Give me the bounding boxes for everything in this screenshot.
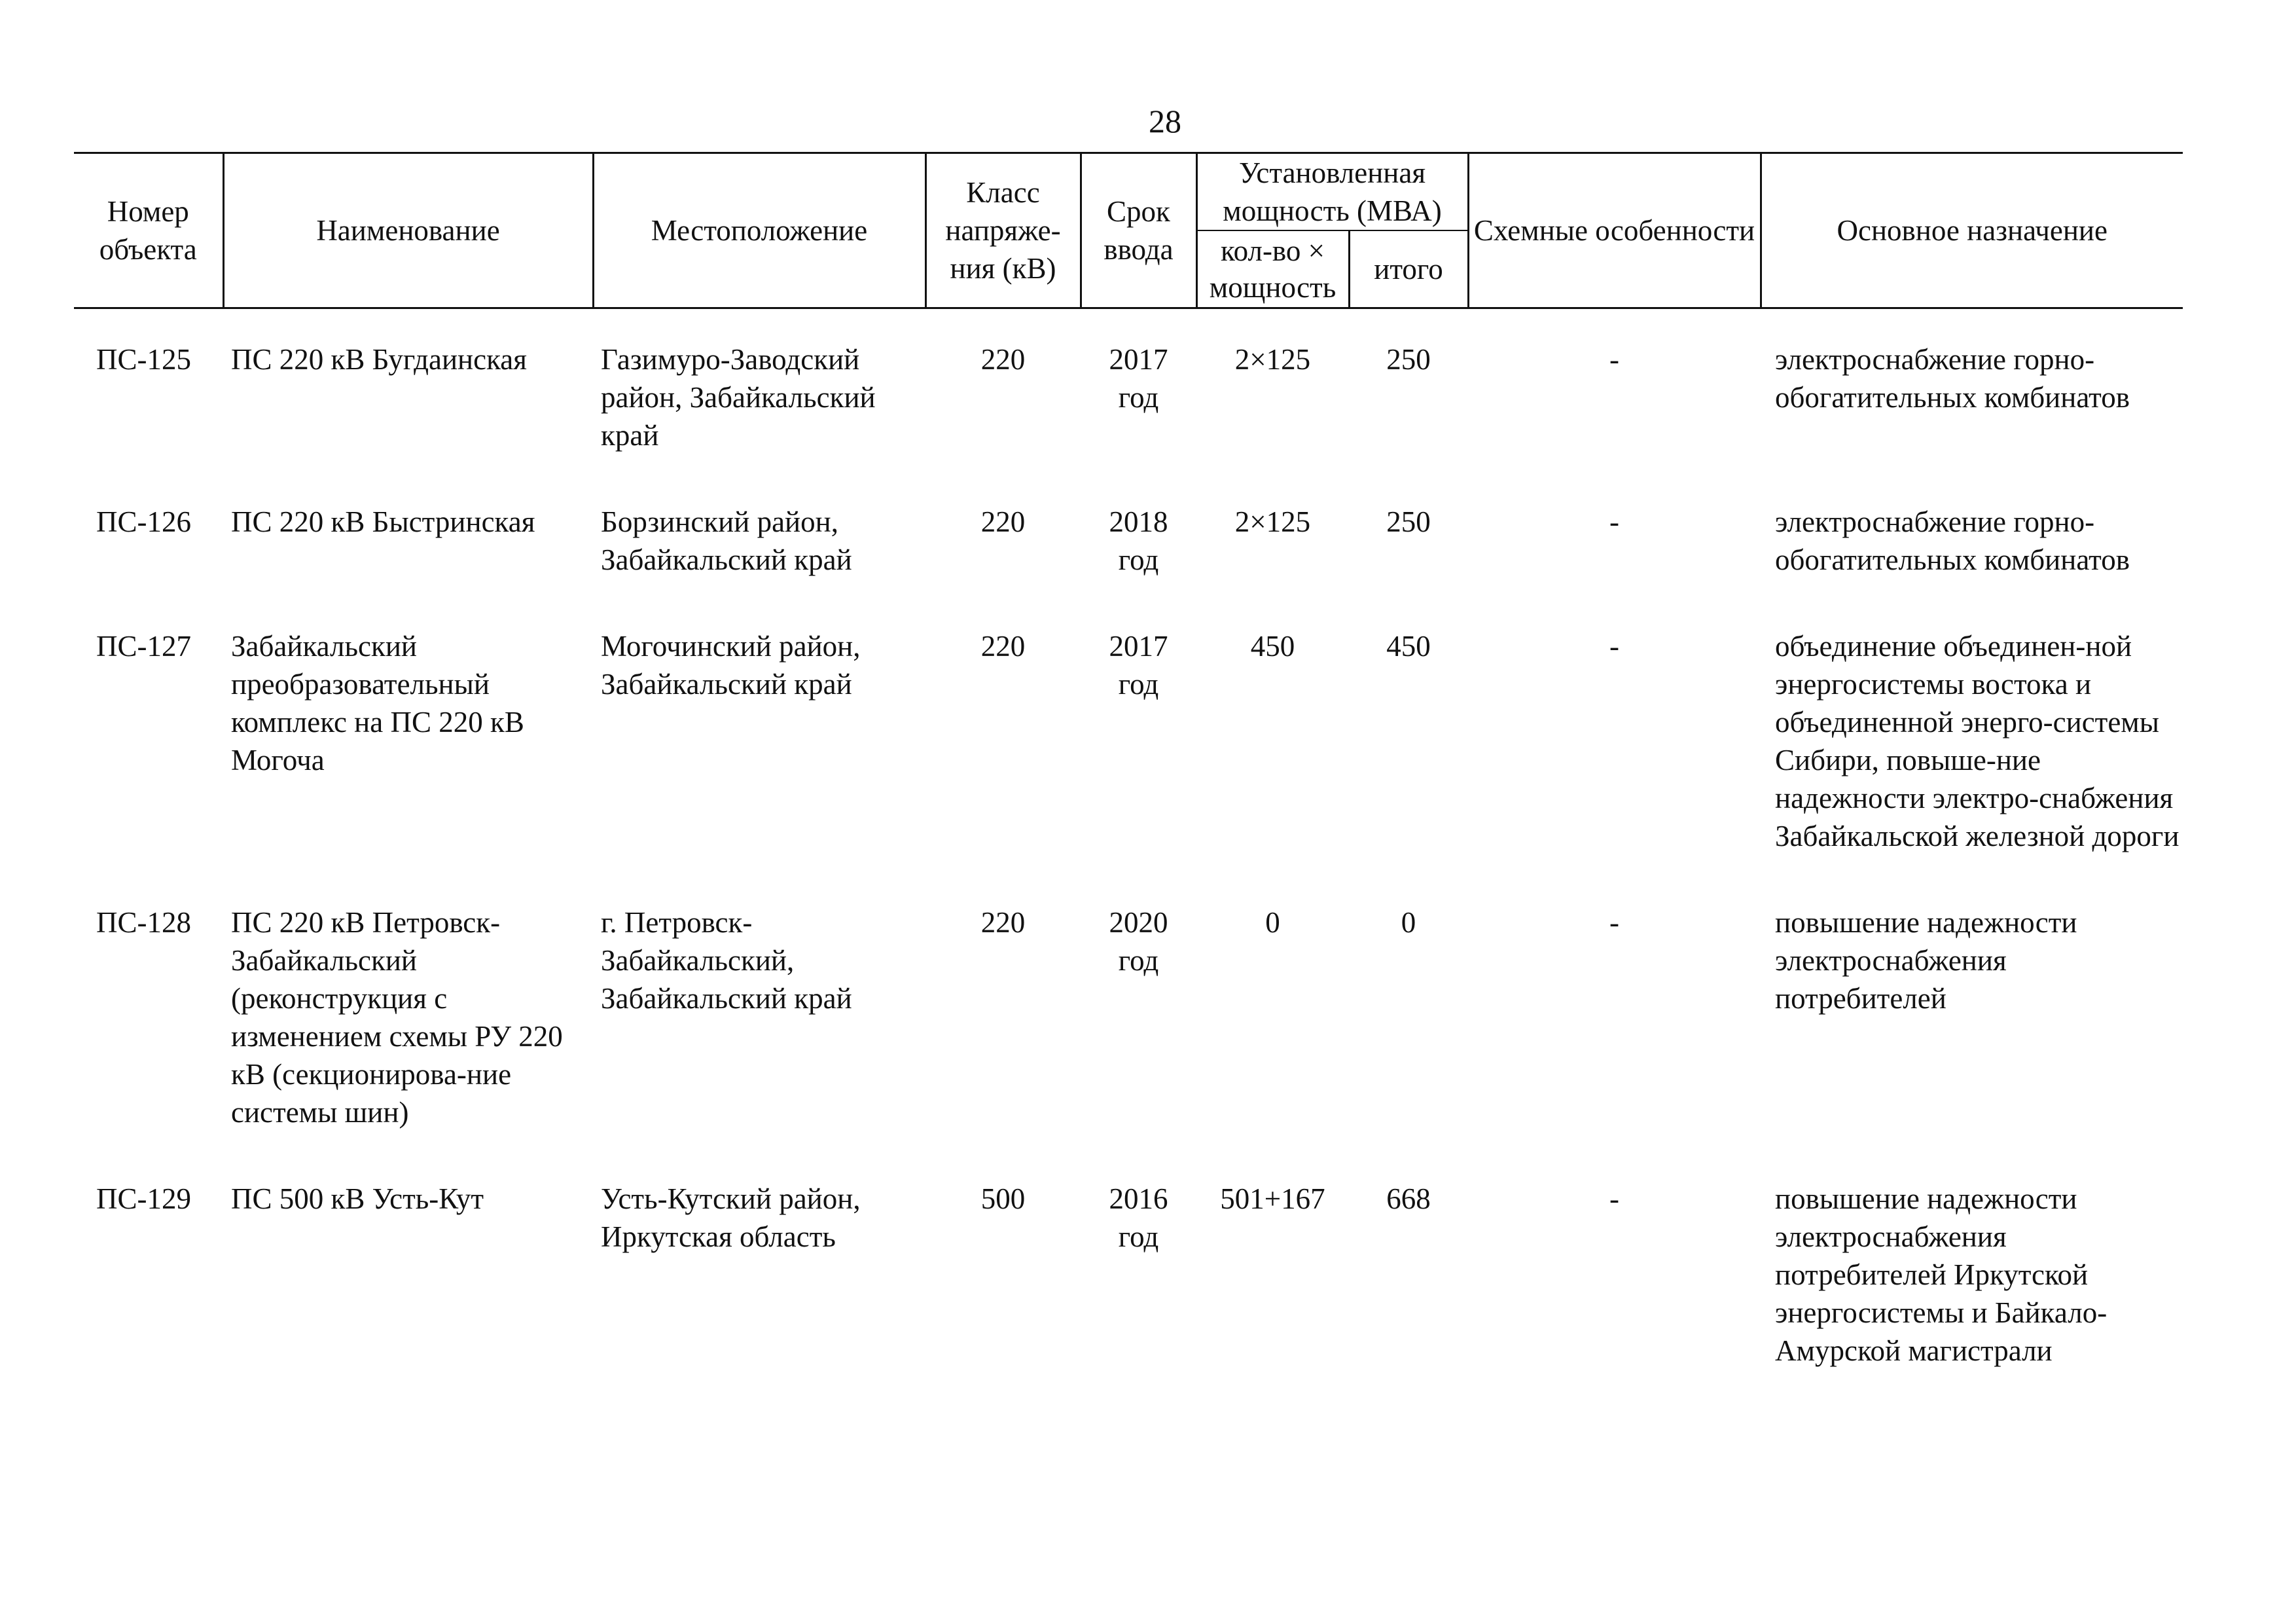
cell-location: Могочинский район, Забайкальский край bbox=[601, 630, 861, 701]
header-location: Местоположение bbox=[593, 153, 925, 308]
table-row bbox=[74, 903, 2183, 1180]
cell-number: ПС-128 bbox=[96, 906, 191, 939]
cell-power-total: 250 bbox=[1386, 505, 1431, 538]
cell-purpose: электроснабжение горно-обогатительных комбинатов bbox=[1775, 343, 2130, 414]
table-row bbox=[74, 1180, 2183, 1370]
cell-voltage: 220 bbox=[980, 630, 1026, 663]
cell-name: ПС 220 кВ Бугдаинская bbox=[231, 343, 527, 376]
cell-purpose: повышение надежности электроснабжения потребителей Иркутской энергосистемы и Байкало-Амурской магистрали bbox=[1775, 1182, 2108, 1367]
cell-purpose: повышение надежности электроснабжения потребителей bbox=[1775, 906, 2077, 1015]
table-row bbox=[74, 340, 2183, 503]
cell-power-total: 450 bbox=[1386, 630, 1431, 663]
header-name: Наименование bbox=[223, 153, 593, 308]
cell-name: ПС 220 кВ Быстринская bbox=[231, 505, 535, 538]
cell-voltage: 220 bbox=[980, 505, 1026, 538]
cell-power-total: 668 bbox=[1386, 1182, 1431, 1215]
cell-number: ПС-125 bbox=[96, 343, 191, 376]
substations-table bbox=[74, 152, 2183, 1370]
header-installed-power: Установленная мощность (МВА) bbox=[1196, 153, 1468, 231]
cell-voltage: 220 bbox=[980, 906, 1026, 939]
cell-year: 2020 год bbox=[1109, 906, 1168, 977]
table-row bbox=[74, 503, 2183, 627]
table-row bbox=[74, 627, 2183, 903]
cell-number: ПС-129 bbox=[96, 1182, 191, 1215]
header-commissioning: Срок ввода bbox=[1081, 153, 1196, 308]
cell-number: ПС-126 bbox=[96, 505, 191, 538]
table-header bbox=[74, 153, 2183, 308]
cell-voltage: 220 bbox=[980, 343, 1026, 376]
cell-power-qty: 2×125 bbox=[1234, 505, 1311, 538]
cell-number: ПС-127 bbox=[96, 630, 191, 663]
cell-location: Газимуро-Заводский район, Забайкальский край bbox=[601, 343, 876, 452]
cell-year: 2017 год bbox=[1109, 343, 1168, 414]
page-number: 28 bbox=[1149, 103, 1181, 139]
header-circuit-features: Схемные особенности bbox=[1468, 153, 1761, 308]
cell-year: 2017 год bbox=[1109, 630, 1168, 701]
cell-power-qty: 450 bbox=[1250, 630, 1295, 663]
cell-power-total: 250 bbox=[1386, 343, 1431, 376]
cell-power-qty: 2×125 bbox=[1234, 343, 1311, 376]
cell-power-qty: 501+167 bbox=[1220, 1182, 1325, 1215]
cell-power-total: 0 bbox=[1401, 906, 1416, 939]
header-voltage-class: Класс напряже-ния (кВ) bbox=[925, 153, 1081, 308]
cell-features: - bbox=[1609, 505, 1619, 538]
cell-features: - bbox=[1609, 1182, 1619, 1215]
cell-power-qty: 0 bbox=[1265, 906, 1280, 939]
cell-location: Усть-Кутский район, Иркутская область bbox=[601, 1182, 861, 1253]
cell-location: г. Петровск-Забайкальский, Забайкальский край bbox=[601, 906, 852, 1015]
cell-name: ПС 500 кВ Усть-Кут bbox=[231, 1182, 484, 1215]
cell-year: 2016 год bbox=[1109, 1182, 1168, 1253]
cell-purpose: объединение объединен-ной энергосистемы востока и объединенной энерго-системы Сибири, повыше-ние надежности электро-снабжения Забайкальской железной дороги bbox=[1775, 630, 2179, 852]
cell-features: - bbox=[1609, 630, 1619, 663]
cell-name: Забайкальский преобразовательный комплекс на ПС 220 кВ Могоча bbox=[231, 630, 524, 776]
cell-features: - bbox=[1609, 906, 1619, 939]
table-body bbox=[74, 308, 2183, 1370]
header-power-qty: кол-во × мощность bbox=[1196, 230, 1349, 308]
header-power-total: итого bbox=[1349, 230, 1468, 308]
header-purpose: Основное назначение bbox=[1761, 153, 2183, 308]
cell-features: - bbox=[1609, 343, 1619, 376]
cell-year: 2018 год bbox=[1109, 505, 1168, 576]
cell-location: Борзинский район, Забайкальский край bbox=[601, 505, 852, 576]
header-object-number: Номер объекта bbox=[74, 153, 223, 308]
cell-purpose: электроснабжение горно-обогатительных комбинатов bbox=[1775, 505, 2130, 576]
cell-voltage: 500 bbox=[980, 1182, 1026, 1215]
cell-name: ПС 220 кВ Петровск-Забайкальский (реконструкция с изменением схемы РУ 220 кВ (секционирова-ние системы шин) bbox=[231, 906, 563, 1129]
